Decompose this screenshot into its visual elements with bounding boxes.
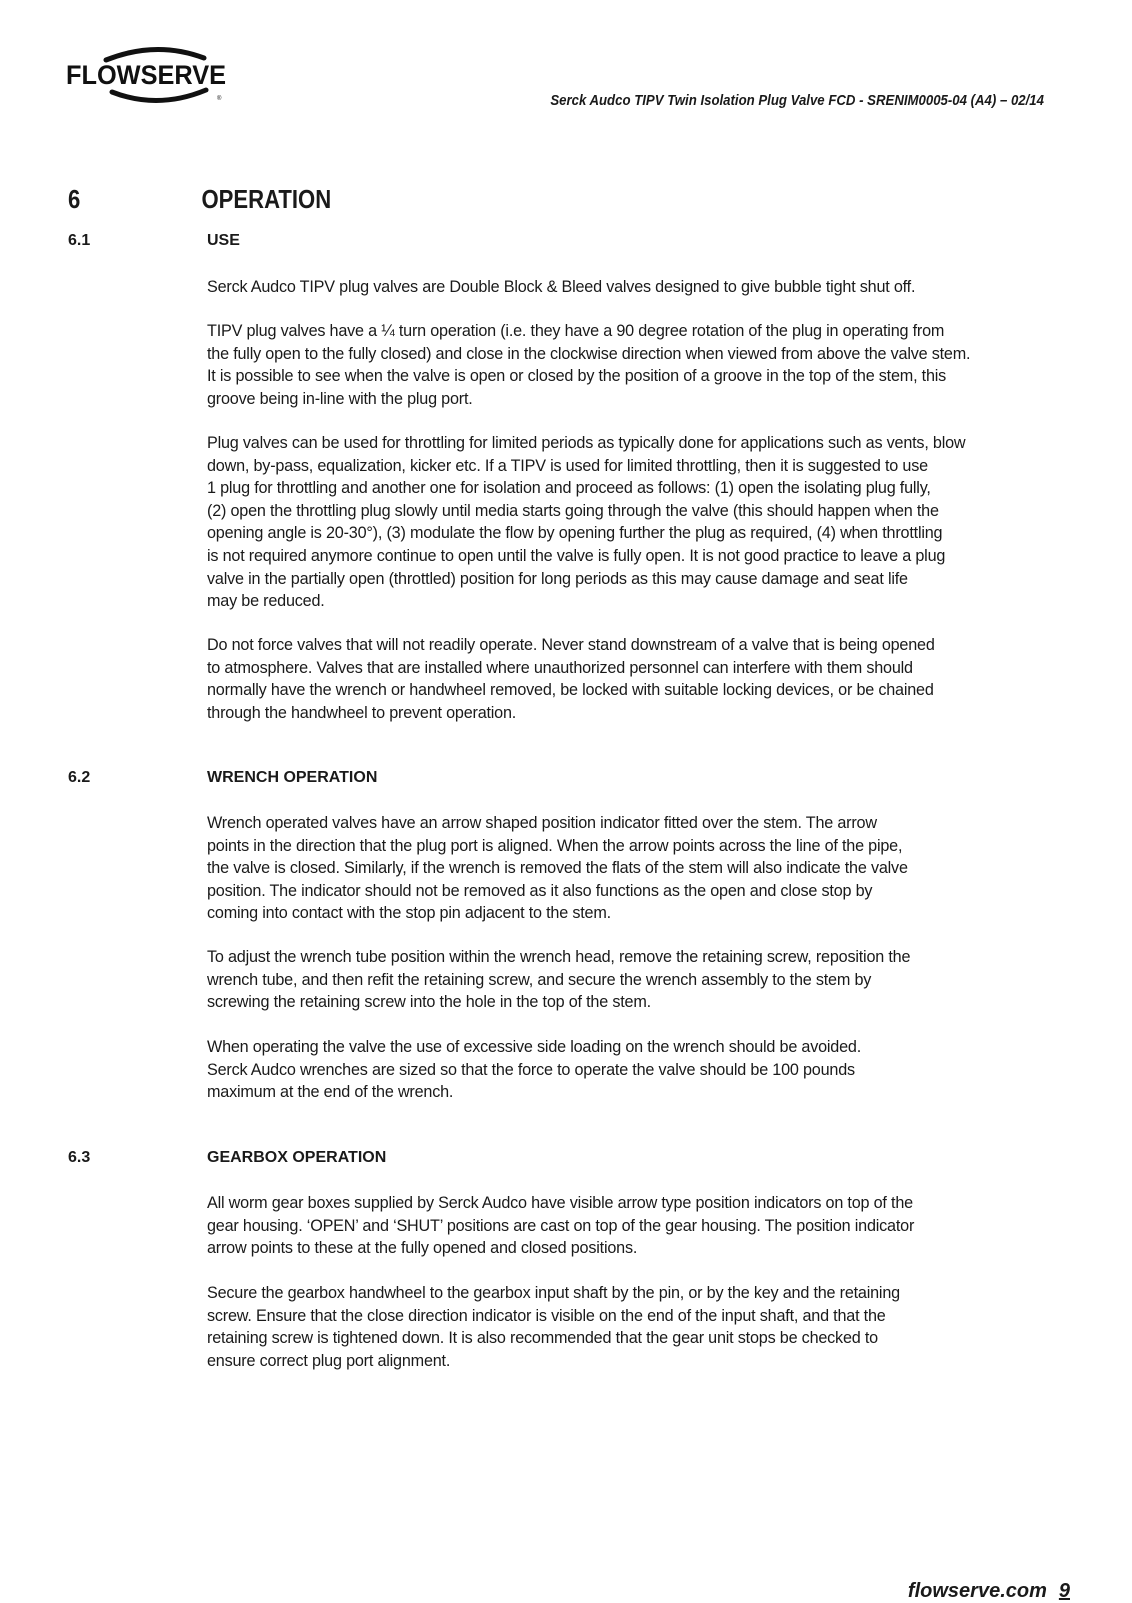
footer-site-link[interactable]: flowserve.com <box>907 1580 1047 1602</box>
paragraph: Do not force valves that will not readily operate. Never stand downstream of a valve that is being opened to atmosphere. Valves that are installed where unauthorized personnel can interfere with them should normally have the wrench or handwheel removed, be locked with suitable locking devices, or be chained through the handwheel to prevent operation. <box>207 636 935 722</box>
paragraph: When operating the valve the use of excessive side loading on the wrench should be avoided. Serck Audco wrenches are sized so that the force to operate the valve should be 100 pounds maximum at the end of the wrench. <box>207 1038 862 1102</box>
paragraph: Plug valves can be used for throttling for limited periods as typically done for applications such as vents, blow down, by-pass, equalization, kicker etc. If a TIPV is used for limited throttling, then it is suggested to use 1 plug for throttling and another one for isolation and proceed as follows: (1) open the isolating plug fully, (2) open the throttling plug slowly until media starts going through the valve (this should happen when the opening angle is 20-30°), (3) modulate the flow by opening further the plug as required, (4) when throttling is not required anymore continue to open until the valve is fully open. It is not good practice to leave a plug valve in the partially open (throttled) position for long periods as this may cause damage and seat life may be reduced. <box>207 434 966 611</box>
paragraph: To adjust the wrench tube position within the wrench head, remove the retaining screw, reposition the wrench tube, and then refit the retaining screw, and secure the wrench assembly to the stem by screwing the retaining screw into the hole in the top of the stem. <box>207 948 911 1012</box>
subsection-title: GEARBOX OPERATION <box>207 1149 387 1166</box>
paragraph: All worm gear boxes supplied by Serck Audco have visible arrow type position indicators on top of the gear housing. ‘OPEN’ and ‘SHUT’ positions are cast on top of the gear housing. The position indicator arrow points to these at the fully opened and closed positions. <box>207 1194 915 1258</box>
paragraph: Secure the gearbox handwheel to the gearbox input shaft by the pin, or by the key and the retaining screw. Ensure that the close direction indicator is visible on the end of the input shaft, and that the retaining screw is tightened down. It is also recommended that the gear unit stops be checked to ensure correct plug port alignment. <box>207 1284 900 1370</box>
subsection-number: 6.3 <box>68 1149 91 1166</box>
svg-text:FLOWSERVE: FLOWSERVE <box>66 60 226 90</box>
section-title: OPERATION <box>201 184 332 214</box>
flowserve-logo <box>66 44 241 108</box>
subsection-number: 6.2 <box>68 769 91 786</box>
paragraph: Wrench operated valves have an arrow shaped position indicator fitted over the stem. The arrow points in the direction that the plug port is aligned. When the arrow points across the line of the pipe, the valve is closed. Similarly, if the wrench is removed the flats of the stem will also indicate the valve position. The indicator should not be removed as it also functions as the open and close stop by coming into contact with the stop pin adjacent to the stem. <box>207 814 908 923</box>
page-number: 9 <box>1058 1580 1070 1602</box>
paragraph: TIPV plug valves have a ¼ turn operation (i.e. they have a 90 degree rotation of the plug in operating from the fully open to the fully closed) and close in the clockwise direction when viewed from above the valve stem. It is possible to see when the valve is open or closed by the position of a groove in the top of the stem, this groove being in-line with the plug port. <box>207 322 971 408</box>
subsection-title: USE <box>207 232 240 249</box>
section-number: 6 <box>68 184 81 214</box>
svg-text:®: ® <box>217 96 222 102</box>
subsection-title: WRENCH OPERATION <box>207 769 378 786</box>
subsection-number: 6.1 <box>68 232 91 249</box>
document-title: Serck Audco TIPV Twin Isolation Plug Valve FCD - SRENIM0005-04 (A4) – 02/14 <box>550 92 1044 109</box>
paragraph: Serck Audco TIPV plug valves are Double Block & Bleed valves designed to give bubble tight shut off. <box>207 278 916 296</box>
